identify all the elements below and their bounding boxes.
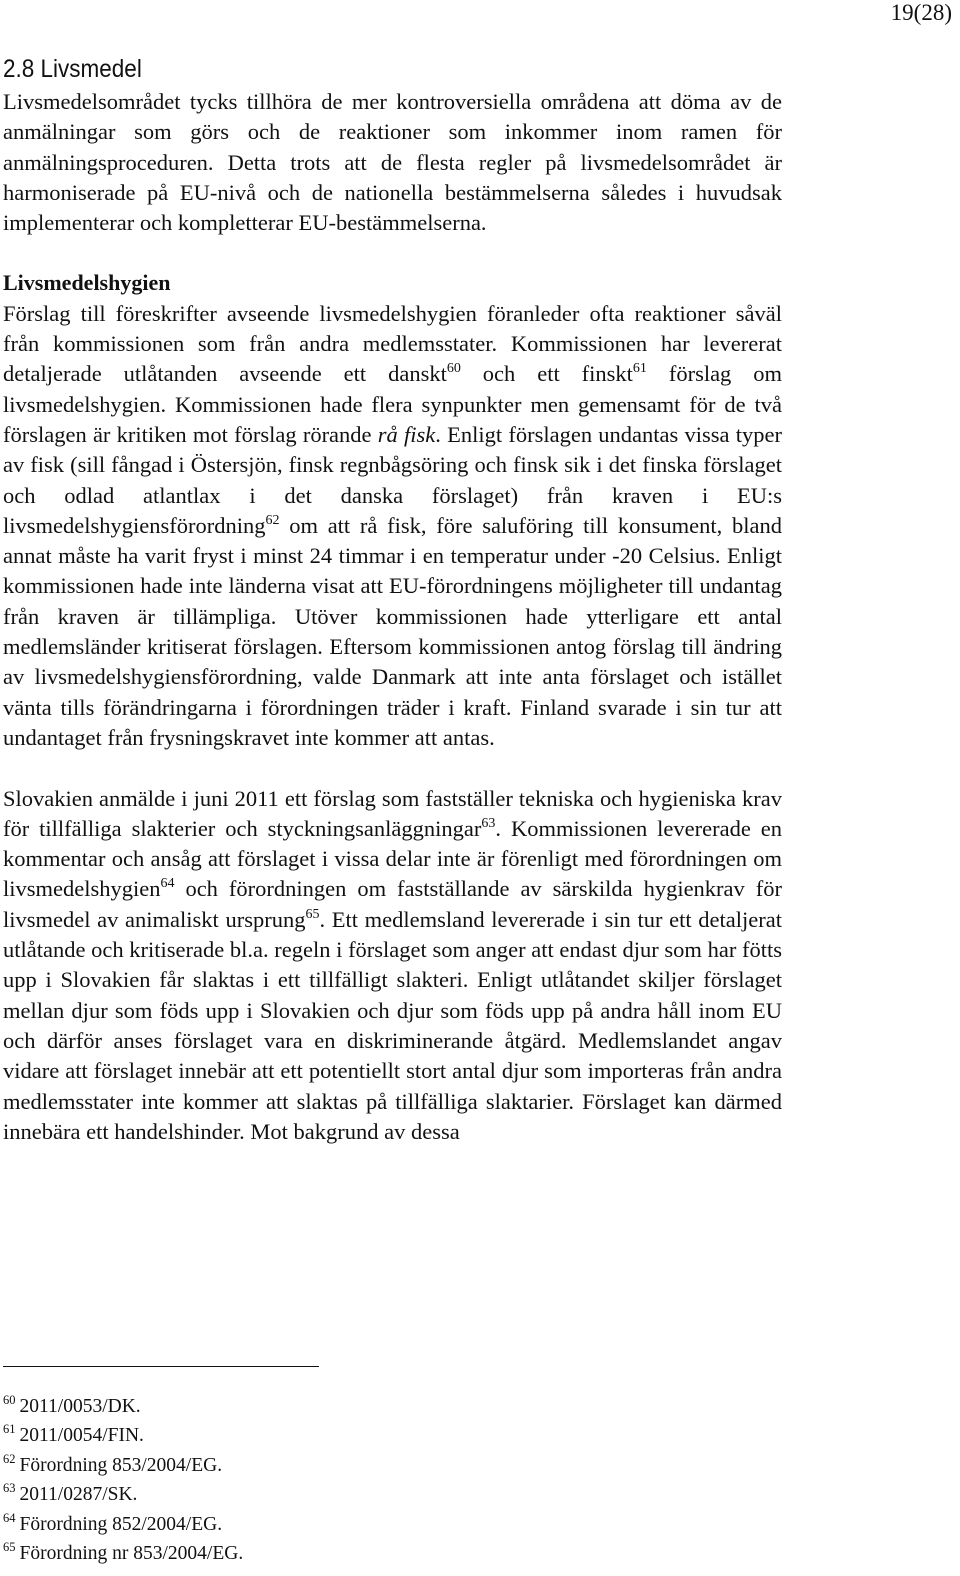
- text-run: och förordningen om fastställande av särskilda hygienkrav för livsmedel av animaliskt ursprung: [3, 876, 782, 932]
- footnote-number: 62: [3, 1451, 16, 1466]
- hygiene-paragraph: [3, 299, 782, 753]
- footnote-ref-65[interactable]: 65: [305, 906, 320, 922]
- slovakia-paragraph: [3, 784, 782, 1148]
- footnote-ref-62[interactable]: 62: [265, 512, 280, 528]
- footnotes: [3, 1392, 603, 1568]
- italic-term: rå fisk: [377, 421, 436, 447]
- footnote-number: 61: [3, 1422, 16, 1437]
- text-run: Förslag till föreskrifter avseende livsmedelshygien föranleder ofta reaktioner såväl från kommissionen som från andra medlemsstater. Kommissionen har levererat detaljerade utlåtanden avseende ett danskt: [3, 300, 782, 387]
- page-number: 19(28): [890, 0, 952, 25]
- document-body: [3, 52, 782, 1147]
- footnote-ref-60[interactable]: 60: [446, 361, 461, 377]
- footnote-text: 2011/0287/SK.: [19, 1484, 138, 1506]
- text-run: förslag om livsmedelshygien. Kommissionen hade flera synpunkter men gemensamt för de två förslagen är kritiken mot förslag rörande: [3, 361, 782, 447]
- footnote: [3, 1421, 603, 1450]
- footnote-ref-63[interactable]: 63: [481, 815, 496, 831]
- footnote: [3, 1510, 603, 1539]
- text-run: om att rå fisk, före saluföring till konsument, bland annat måste ha varit fryst i minst 24 timmar i en temperatur under -20 Celsius. Enligt kommissionen hade inte länderna visat att EU-förordningens möjligheter till undantag från kraven är tillämpliga. Utöver kommissionen hade ytterligare ett antal medlemsländer kritiserat förslagen. Eftersom kommissionen antog förslag till ändring av livsmedelshygiensförordning, valde Danmark att inte anta förslaget och istället vänta tills förändringarna i förordningen träder i kraft. Finland svarade i sin tur att undantaget från frysningskravet inte kommer att antas.: [3, 512, 782, 750]
- footnote: [3, 1480, 603, 1509]
- footnote: [3, 1392, 603, 1421]
- intro-paragraph: Livsmedelsområdet tycks tillhöra de mer kontroversiella områdena att döma av de anmälningar som görs och de reaktioner som inkommer inom ramen för anmälningsproceduren. Detta trots att de flesta regler på livsmedelsområdet är harmoniserade på EU-nivå och de nationella bestämmelserna således i huvudsak implementerar och kompletterar EU-bestämmelserna.: [3, 89, 782, 236]
- text-run: och ett finskt: [460, 361, 633, 387]
- footnote-text: 2011/0053/DK.: [19, 1396, 141, 1417]
- text-run: . Enligt förslagen undantas vissa typer av fisk (sill fångad i Östersjön, finsk regnbågsöring och finsk sik i det finska förslaget och odlad atlantlax i det danska förslaget) från kraven i EU:s livsmedelshygiensförordning: [3, 421, 782, 538]
- footnote: [3, 1539, 603, 1568]
- footnote-number: 60: [3, 1393, 16, 1407]
- text-run: . Ett medlemsland levererade i sin tur ett detaljerat utlåtande och kritiserade bl.a. regeln i förslaget som anger att endast djur som har fötts upp i Slovakien får slaktas i ett tillfälligt slakteri. Enligt utlåtandet skiljer förslaget mellan djur som föds upp i Slovakien och djur som föds upp på andra håll inom EU och därför anses förslaget vara en diskriminerande åtgärd. Medlemslandet angav vidare att förslaget innebär att ett potentiellt stort antal djur som importeras från andra medlemsstater inte kommer att slaktas på tillfälliga slaktarier. Förslaget kan därmed innebära ett handelshinder. Mot bakgrund av dessa: [3, 906, 782, 1144]
- text-run: . Kommissionen levererade en kommentar och ansåg att förslaget i vissa delar inte är förenligt med förordningen om livsmedelshygien: [3, 815, 782, 902]
- footnote-number: 64: [3, 1510, 16, 1525]
- text-run: Slovakien anmälde i juni 2011 ett förslag som fastställer tekniska och hygieniska krav för tillfälliga slakterier och styckningsanläggningar: [3, 785, 782, 841]
- footnote-text: Förordning nr 853/2004/EG.: [19, 1543, 244, 1565]
- footnote-ref-61[interactable]: 61: [632, 361, 647, 377]
- footnote-text: 2011/0054/FIN.: [19, 1425, 144, 1447]
- footnote-number: 65: [3, 1540, 16, 1555]
- footnote-number: 63: [3, 1481, 16, 1496]
- footnote-separator: [3, 1366, 319, 1367]
- footnote-text: Förordning 852/2004/EG.: [19, 1513, 223, 1535]
- footnote: [3, 1451, 603, 1480]
- section-heading: 2.8 Livsmedel: [3, 55, 142, 83]
- footnote-ref-64[interactable]: 64: [160, 876, 175, 892]
- subsection-heading: Livsmedelshygien: [3, 270, 171, 296]
- footnote-text: Förordning 853/2004/EG.: [19, 1454, 223, 1476]
